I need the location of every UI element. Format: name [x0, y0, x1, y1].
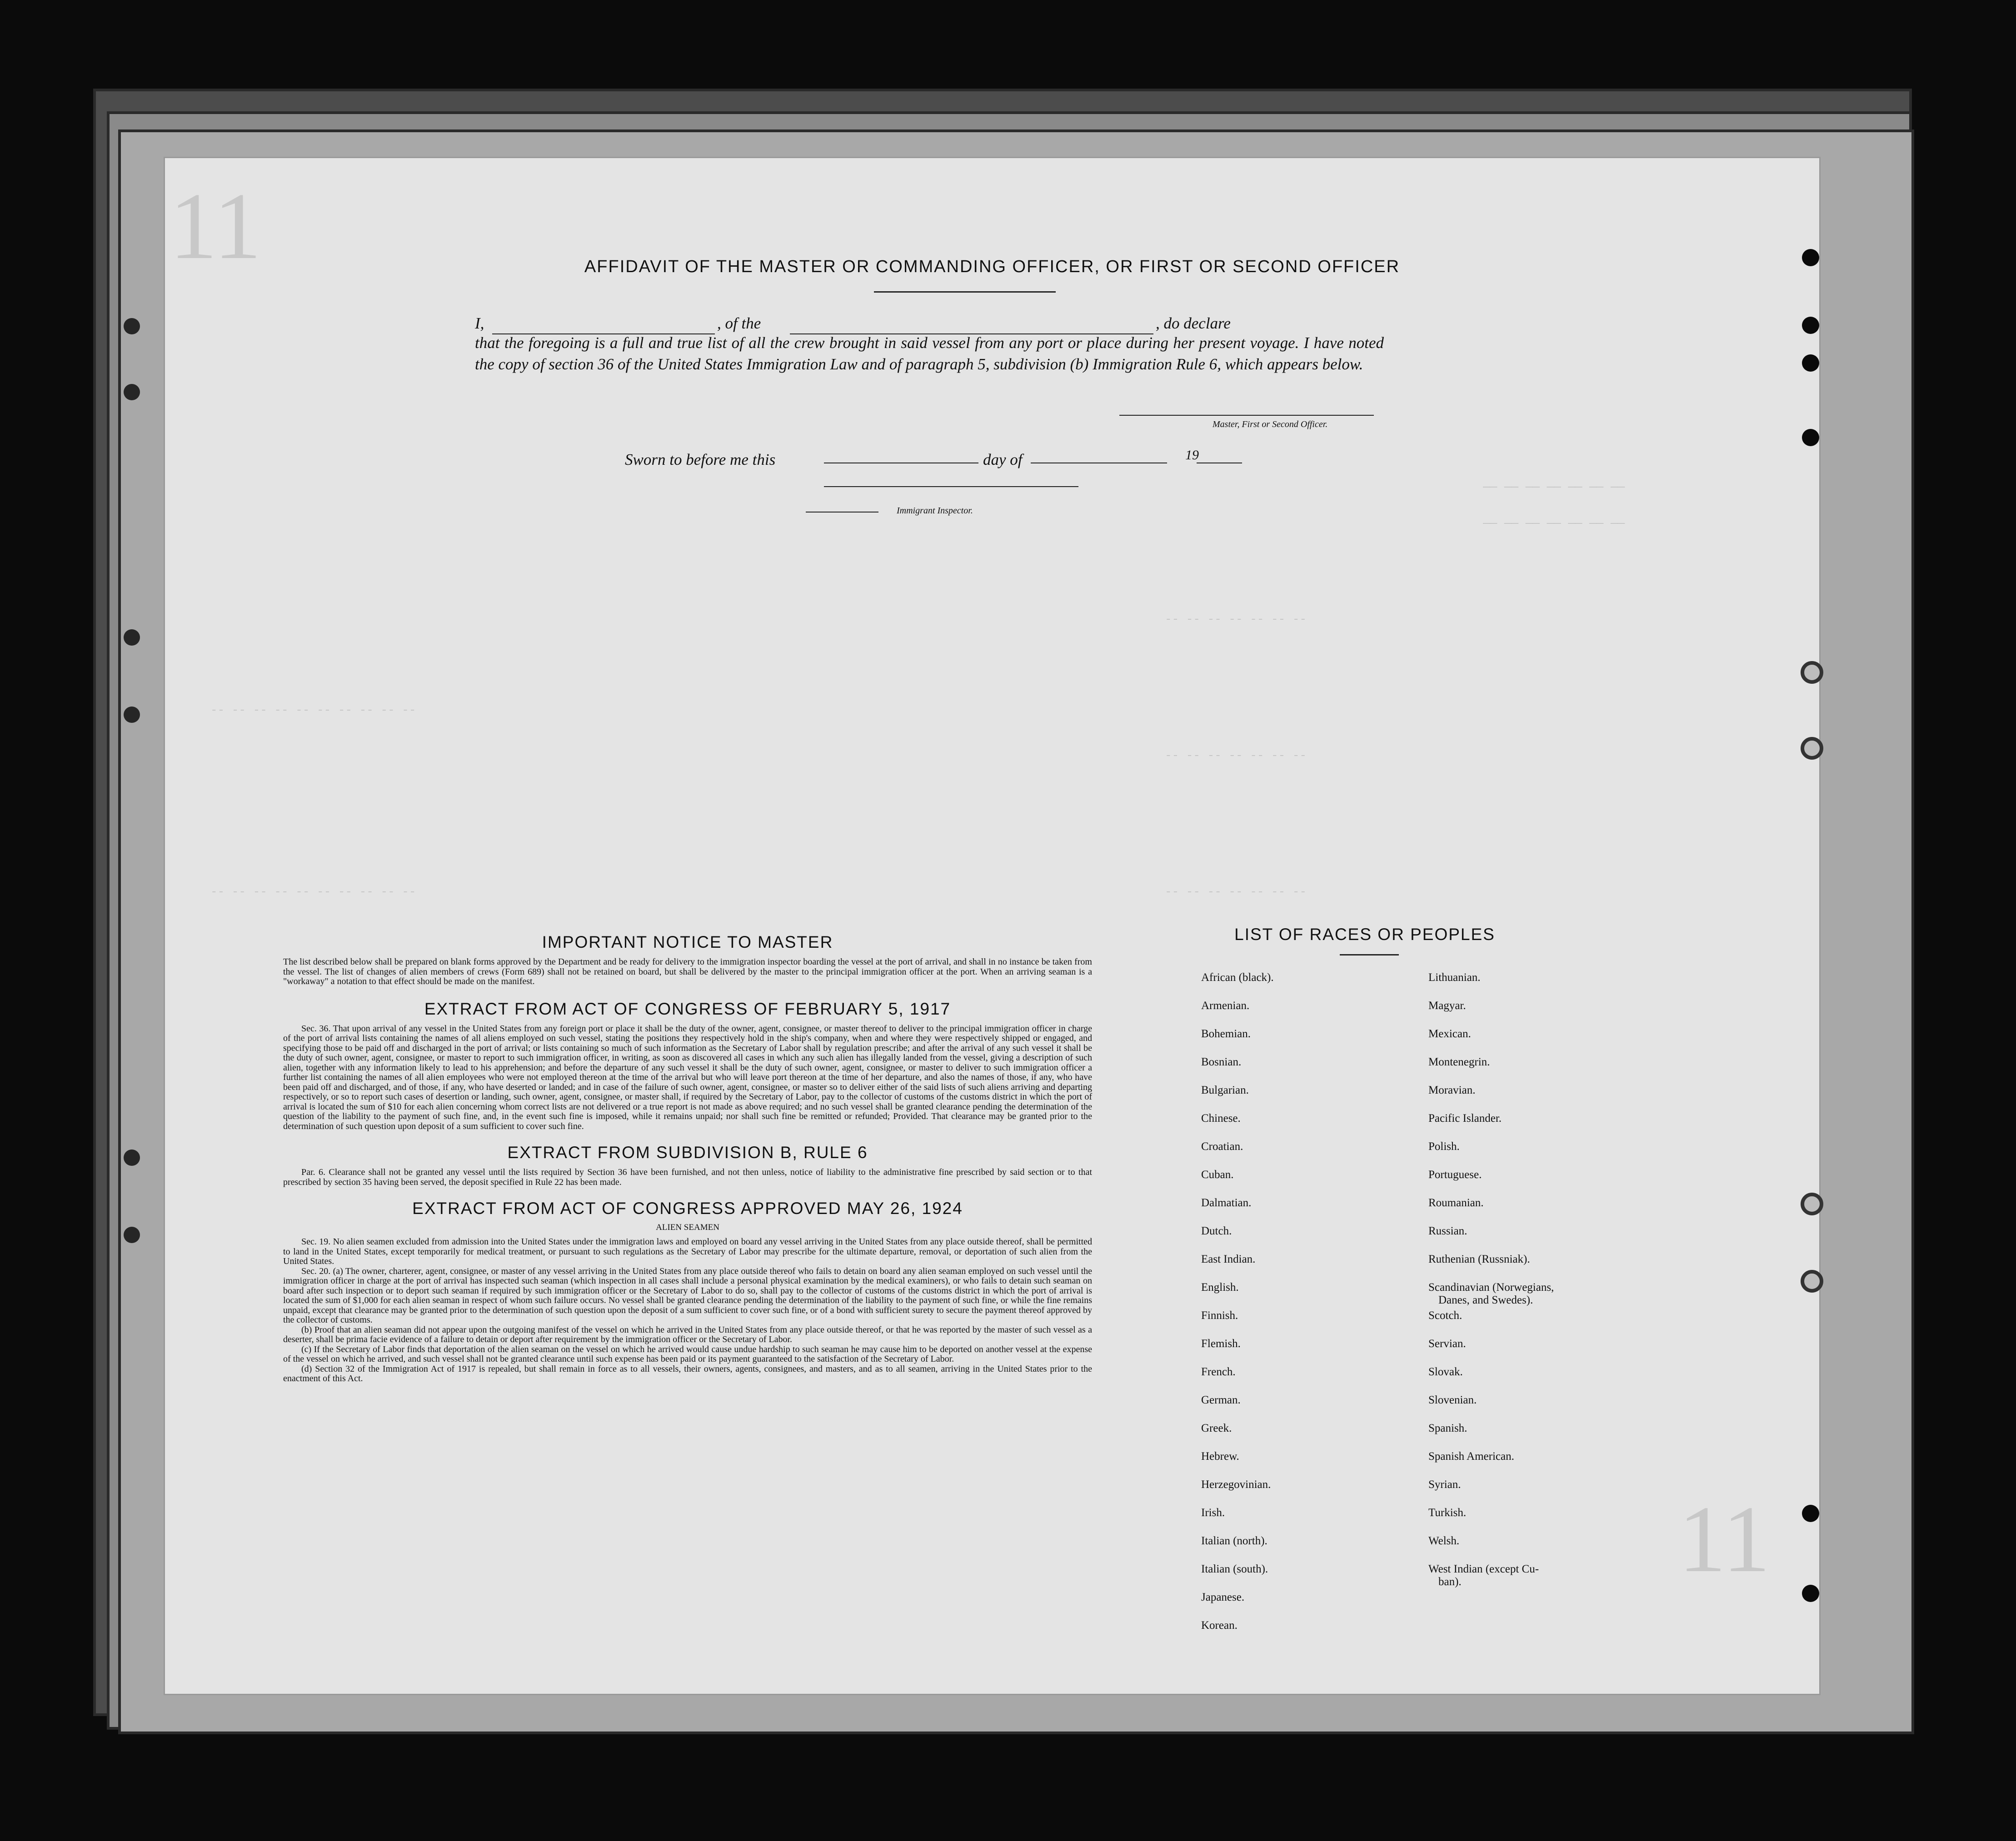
extract-1924-text [283, 1237, 1092, 1384]
extract-rule6-title: EXTRACT FROM SUBDIVISION B, RULE 6 [507, 1143, 868, 1162]
bleed-through-text: ── ── ── ── ── ── ── [1483, 517, 1625, 531]
affidavit-body: that the foregoing is a full and true list of all the crew brought in said vessel from any port or place during her present voyage. I have noted the copy of section 36 of the United States Immigration Law and of paragraph 5, subdivision (b) Immigration Rule 6, which appears below. [475, 334, 1384, 373]
notice-text: The list described below shall be prepared on blank forms approved by the Department and be ready for delivery to the immigration inspector boarding the vessel at the port of arrival, and shall in no instance be taken from the vessel. The list of changes of alien members of crews (Form 689) shall not be retained on board, but shall be delivered by the master to the principal immigration officer at the port. When an arriving seaman is a "workaway" a notation to that effect should be made on the manifest. [283, 957, 1092, 986]
race-item: East Indian. [1201, 1253, 1256, 1265]
binder-hole [124, 1227, 140, 1243]
race-item: Dalmatian. [1201, 1197, 1252, 1209]
inspector-caption: Immigrant Inspector. [897, 506, 973, 516]
race-item: Roumanian. [1428, 1197, 1484, 1209]
binder-hole [1801, 1193, 1823, 1215]
race-item: Russian. [1428, 1225, 1467, 1237]
races-underline [1340, 954, 1399, 955]
race-item: Scotch. [1428, 1309, 1462, 1322]
year-prefix: 19 [1185, 448, 1199, 463]
race-item: Danes, and Swedes). [1438, 1294, 1533, 1306]
bleed-through-text: -- -- -- -- -- -- -- [1165, 885, 1307, 899]
race-item: Welsh. [1428, 1535, 1460, 1547]
binder-hole [1802, 1585, 1819, 1602]
sec-20c-paragraph: (c) If the Secretary of Labor finds that deportation of the alien seaman on the vessel on which he arrived would cause undue hardship to such seaman he may cause him to be deported on another vessel at the expense of the vessel on which he arrived, and such vessel shall not be granted clearance until such expense has been paid or its payment guaranteed to the satisfaction of the Secretary of Labor. [283, 1344, 1092, 1364]
binder-hole [124, 384, 140, 400]
sec-19-paragraph: Sec. 19. No alien seamen excluded from admission into the United States under the immigration laws and employed on board any vessel arriving in the United States from any place outside thereof, shall be permitted to land in the United States, except temporarily for medical treatment, or pursuant to such regulations as the Secretary of Labor may prescribe for the ultimate departure, removal, or deportation of such alien from the United States. [283, 1237, 1092, 1266]
binder-hole [124, 1149, 140, 1166]
affidavit-of-the: , of the [717, 314, 761, 332]
race-item: Syrian. [1428, 1478, 1461, 1491]
race-item: Slovak. [1428, 1366, 1463, 1378]
race-item: Moravian. [1428, 1084, 1476, 1096]
manifest-page [164, 157, 1821, 1695]
race-item: ban). [1438, 1576, 1462, 1588]
race-item: Bosnian. [1201, 1056, 1242, 1068]
race-item: French. [1201, 1366, 1236, 1378]
inspector-signature-line [824, 486, 1078, 487]
race-item: Armenian. [1201, 1000, 1250, 1012]
bleed-through-number: 11 [170, 174, 262, 279]
binder-hole [1802, 317, 1819, 334]
race-item: West Indian (except Cu- [1428, 1563, 1539, 1575]
title-underline [874, 291, 1056, 293]
binder-hole [124, 629, 140, 646]
race-item: German. [1201, 1394, 1241, 1406]
race-item: Chinese. [1201, 1112, 1241, 1125]
binder-hole [124, 707, 140, 723]
bleed-through-text: ── ── ── ── ── ── ── [1483, 481, 1625, 494]
binder-hole [1801, 1270, 1823, 1293]
race-item: Scandinavian (Norwegians, [1428, 1281, 1554, 1294]
binder-hole [1802, 354, 1819, 372]
bleed-through-text: -- -- -- -- -- -- -- -- -- -- [210, 885, 416, 899]
bleed-through-text: -- -- -- -- -- -- -- [1165, 749, 1307, 762]
bleed-through-number: 11 [1678, 1487, 1771, 1592]
race-item: Korean. [1201, 1619, 1238, 1632]
race-item: Lithuanian. [1428, 971, 1481, 984]
affidavit-declare: , do declare [1156, 314, 1231, 332]
race-item: Croatian. [1201, 1140, 1243, 1153]
race-item: Italian (north). [1201, 1535, 1267, 1547]
affidavit-i: I, [475, 314, 484, 332]
race-item: Portuguese. [1428, 1169, 1482, 1181]
race-item: Spanish American. [1428, 1450, 1514, 1463]
bleed-through-text: -- -- -- -- -- -- -- [1165, 612, 1307, 626]
binder-hole [1802, 1505, 1819, 1522]
races-title: LIST OF RACES OR PEOPLES [1234, 925, 1495, 944]
alien-seamen-subtitle: ALIEN SEAMEN [656, 1223, 719, 1232]
binder-hole [1801, 737, 1823, 760]
binder-hole [1801, 661, 1823, 684]
legal-notices-column [283, 933, 1092, 1384]
binder-hole [124, 318, 140, 334]
race-item: Flemish. [1201, 1338, 1241, 1350]
day-of-text: day of [983, 451, 1023, 468]
sec-20b-paragraph: (b) Proof that an alien seaman did not appear upon the outgoing manifest of the vessel on which he arrived in the United States from any place outside thereof, or that he was reported by the master of such vessel as a deserter, shall be prima facie evidence of a failure to detain or deport after requirement by the immigration officer or the Secretary of Labor. [283, 1324, 1092, 1344]
binder-hole [1802, 429, 1819, 446]
master-caption: Master, First or Second Officer. [1213, 419, 1328, 429]
race-item: Polish. [1428, 1140, 1460, 1153]
race-item: Dutch. [1201, 1225, 1232, 1237]
race-item: Turkish. [1428, 1507, 1467, 1519]
extract-1924-title: EXTRACT FROM ACT OF CONGRESS APPROVED MAY 26, 1924 [412, 1199, 963, 1218]
master-signature-line [1119, 415, 1374, 416]
par-6-paragraph: Par. 6. Clearance shall not be granted any vessel until the lists required by Section 36 have been furnished, and not then unless, notice of liability to the administrative fine prescribed by said section or to that prescribed by section 35 having been served, the deposit specified in Rule 22 has been made. [283, 1167, 1092, 1187]
section-36-paragraph: Sec. 36. That upon arrival of any vessel in the United States from any foreign port or place it shall be the duty of the owner, agent, consignee, or master thereof to deliver to the principal immigration officer in charge of the port of arrival lists containing the names of all aliens employed on such vessel, stating the positions they respectively hold in the ship's company, when and where they were respectively shipped or engaged, and specifying those to be paid off and discharged in the port of arrival; or lists containing so much of such information as the Secretary of Labor shall by regulation prescribe; and after the arrival of any such vessel it shall be the duty of such owner, agent, consignee, or master to report to such immigration officer, in writing, as soon as discovered all cases in which any such alien has illegally landed from the vessel, giving a description of such alien, together with any information likely to lead to his apprehension; and before the departure of any such vessel it shall be the duty of such owner, agent, consignee, or master to deliver to such immigration officer a further list containing the names of all alien employees who were not employed thereon at the time of the arrival but who will leave port thereon at the time of her departure, and also the names of those, if any, who have been paid off and discharged, and of those, if any, who have deserted or landed; and in case of the failure of such owner, agent, consignee, or master so to deliver either of the said lists of such aliens arriving and departing respectively, or so to report such cases of desertion or landing, such owner, agent, consignee, or master shall, if required by the Secretary of Labor, pay to the collector of customs of the customs district in which the port of arrival is located the sum of $10 for each alien concerning whom correct lists are not delivered or a true report is not made as above required; and no such vessel shall be granted clearance pending the determination of the question of the liability to the payment of such fine, and, in the event such fine is imposed, while it remains unpaid; nor shall such fine be remitted or refunded; Provided. That clearance may be granted prior to the determination of such question upon deposit of a sum sufficient to cover such fine. [283, 1023, 1092, 1131]
race-item: English. [1201, 1281, 1239, 1294]
extract-1917-title: EXTRACT FROM ACT OF CONGRESS OF FEBRUARY 5, 1917 [424, 999, 951, 1018]
race-item: Bohemian. [1201, 1028, 1251, 1040]
race-item: Japanese. [1201, 1591, 1245, 1603]
race-item: Bulgarian. [1201, 1084, 1249, 1096]
sec-20a-paragraph: Sec. 20. (a) The owner, charterer, agent, consignee, or master of any vessel arriving in the United States from any place outside thereof who fails to detain on board any alien seaman employed on such vessel until the immigration officer in charge at the port of arrival has inspected such seaman (which inspection in all cases shall include a personal physical examination by the medical examiners), or who fails to detain such seaman on board after such inspection or to deport such seaman if required by such immigration officer or the Secretary of Labor to do so, shall pay to the collector of customs of the customs district in which the port of arrival is located the sum of $1,000 for each alien seaman in respect of whom such failure occurs. No vessel shall be granted clearance pending the determination of the liability to the payment of such fine, or while the fine remains unpaid, except that clearance may be granted prior to the determination of such question upon the deposit of a sum sufficient to cover such fine, or of a bond with sufficient surety to secure the payment thereof approved by the collector of customs. [283, 1266, 1092, 1325]
race-item: African (black). [1201, 971, 1274, 984]
race-item: Finnish. [1201, 1309, 1238, 1322]
race-item: Irish. [1201, 1507, 1225, 1519]
race-item: Cuban. [1201, 1169, 1234, 1181]
extract-1917-text [283, 1024, 1092, 1132]
race-item: Montenegrin. [1428, 1056, 1490, 1068]
race-item: Herzegovinian. [1201, 1478, 1271, 1491]
race-item: Spanish. [1428, 1422, 1467, 1434]
sworn-text: Sworn to before me this [625, 451, 776, 468]
extract-rule6-text [283, 1168, 1092, 1187]
bleed-through-text: -- -- -- -- -- -- -- -- -- -- [210, 703, 416, 717]
race-item: Ruthenian (Russniak). [1428, 1253, 1530, 1265]
race-item: Hebrew. [1201, 1450, 1239, 1463]
affidavit-title: AFFIDAVIT OF THE MASTER OR COMMANDING OFFICER, OR FIRST OR SECOND OFFICER [584, 257, 1400, 276]
race-item: Italian (south). [1201, 1563, 1268, 1575]
sec-20d-paragraph: (d) Section 32 of the Immigration Act of 1917 is repealed, but shall remain in force as to all vessels, their owners, agents, consignees, and masters, and as to all seamen, arriving in the United States prior to the enactment of this Act. [283, 1363, 1092, 1383]
race-item: Pacific Islander. [1428, 1112, 1502, 1125]
race-item: Servian. [1428, 1338, 1466, 1350]
race-item: Slovenian. [1428, 1394, 1477, 1406]
race-item: Greek. [1201, 1422, 1232, 1434]
race-item: Mexican. [1428, 1028, 1471, 1040]
notice-title: IMPORTANT NOTICE TO MASTER [542, 933, 833, 951]
binder-hole [1802, 249, 1819, 266]
race-item: Magyar. [1428, 1000, 1466, 1012]
